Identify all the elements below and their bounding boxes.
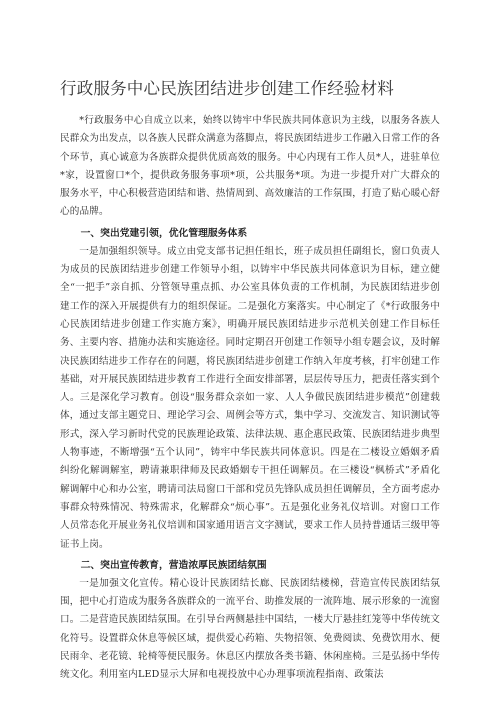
section-1-paragraph: 一是加强组织领导。成立由党支部书记担任组长，班子成员担任副组长，窗口负责人为成员的民族团结进步创建工作领导小组，以铸牢中华民族共同体意识为目标，建立健全“一把手”亲自抓、分管领导重点抓、办公室具体负责的工作机制，为民族团结进步创建工作的深入开展提供有力的组织保证。二是强化方案落实。中心制定了《*行政服务中心民族团结进步创建工作实施方案》，明确开展民族团结进步示范机关创建工作目标任务、主要内容、措施办法和实施途径。同时定期召开创建工作领导小组专题会议，及时解决民族团结进步工作存在的问题，将民族团结进步创建工作纳入年度考核，打牢创建工作基础，对开展民族团结进步教育工作进行全面安排部署，层层传导压力，把责任落实到个人。三是深化学习教育。创设“服务群众亲如一家、人人争做民族团结进步模范”创建载体，通过支部主题党日、理论学习会、周例会等方式，集中学习、交流发言、知识测试等形式，深入学习新时代党的民族理论政策、法律法规、惠企惠民政策、民族团结进步典型人物事迹，不断增强“五个认同”，铸牢中华民族共同体意识。四是在二楼设立婚姻矛盾纠纷化解调解室，聘请兼职律师及民政婚姻专干担任调解员。在三楼设“枫桥式”矛盾化解调解中心和办公室，聘请司法局窗口干部和党员先锋队成员担任调解员，全方面考虑办事群众特殊情况、特殊需求，化解群众“烦心事”。五是强化业务礼仪培训。对窗口工作人员常态化开展业务礼仪培训和国家通用语言文字测试，要求工作人员持普通话三级甲等证书上岗。	[60, 245, 441, 550]
section-2-paragraph: 一是加强文化宣传。精心设计民族团结长廊、民族团结楼梯，营造宣传民族团结氛围，把中心打造成为服务各族群众的一流平台、助推发展的一流阵地、展示形象的一流窗口。二是营造民族团结氛围。在引导台两侧悬挂中国结，一楼大厅悬挂红笼等中华传统文化符号。设置群众休息等候区域，提供爱心药箱、失物招领、免费阅读、免费饮用水、便民雨伞、老花镜、轮椅等便民服务。休息区内摆放各类书籍、休闲座椅。三是弘扬中华传统文化。利用室内LED显示大屏和电视投放中心办理事项流程指南、政策法	[60, 577, 441, 681]
intro-paragraph: *行政服务中心自成立以来，始终以铸牢中华民族共同体意识为主线，以服务各族人民群众为出发点，以各族人民群众满意为落脚点，将民族团结进步工作融入日常工作的各个环节，真心诚意为各族群众提供优质高效的服务。中心内现有工作人员*人，进驻单位*家，设置窗口*个，提供政务服务事项*项，公共服务*项。为进一步提升对广大群众的服务水平，中心积极营造团结和谐、热情周到、高效廉洁的工作氛围，打造了贴心暖心舒心的品牌。	[60, 115, 441, 218]
section-2-heading: 二、突出宣传教育，营造浓厚民族团结氛围	[80, 559, 267, 571]
section-1-heading: 一、突出党建引领，优化管理服务体系	[80, 227, 248, 239]
document-title: 行政服务中心民族团结进步创建工作经验材料	[60, 79, 394, 98]
